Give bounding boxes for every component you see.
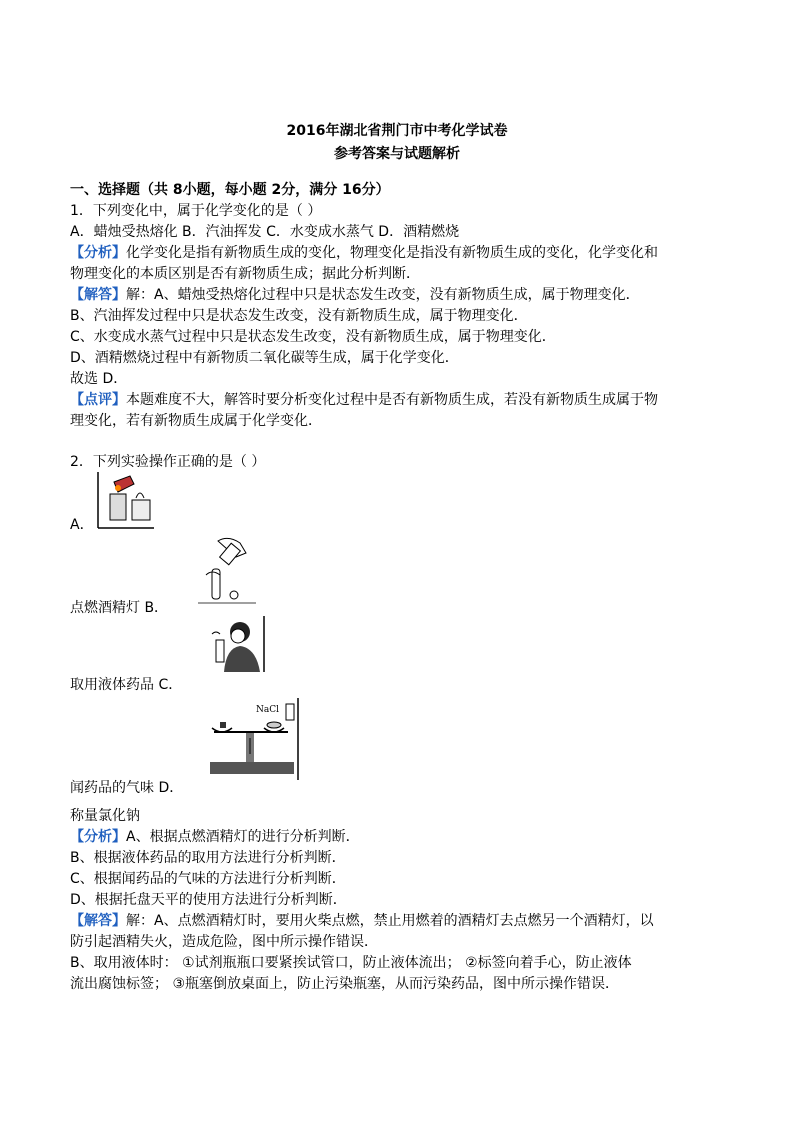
q2-answer-tag: 【解答】 <box>70 913 126 929</box>
q1-comment-line-2: 理变化，若有新物质生成属于化学变化． <box>70 413 322 429</box>
q2-analysis-line-b: B、根据液体药品的取用方法进行分析判断． <box>70 850 346 866</box>
q1-answer-line-c: C、水变成水蒸气过程中只是状态发生改变，没有新物质生成，属于物理变化． <box>70 329 556 345</box>
q2-answer-line-b1: B、取用液体时： ①试剂瓶瓶口要紧挨试管口，防止液体流出； ②标签向着手心，防止液体 <box>70 955 632 971</box>
figure-b-pouring-liquid <box>198 535 256 605</box>
q1-answer-line-a <box>70 285 640 305</box>
q2-analysis-line-a <box>70 827 360 847</box>
figure-d-nacl-label: NaCl <box>256 705 280 715</box>
q1-analysis-text-1: 化学变化是指有新物质生成的变化，物理变化是指没有新物质生成的变化，化学变化和 <box>126 245 658 261</box>
q1-analysis-line-2: 物理变化的本质区别是否有新物质生成；据此分析判断． <box>70 266 420 282</box>
q2-caption-d: 称量氯化钠 <box>70 808 140 824</box>
q1-analysis-tag: 【分析】 <box>70 245 126 261</box>
page-subtitle: 参考答案与试题解析 <box>334 146 460 162</box>
q1-answer-line-b: B、汽油挥发过程中只是状态发生改变，没有新物质生成，属于物理变化． <box>70 308 528 324</box>
q2-answer-line-a2: 防引起酒精失火，造成危险，图中所示操作错误． <box>70 934 378 950</box>
q2-caption-a: 点燃酒精灯 B． <box>70 600 169 616</box>
q1-choice: 故选 D． <box>70 371 128 387</box>
q2-analysis-text-a: A、根据点燃酒精灯的进行分析判断． <box>126 829 360 845</box>
figure-c-smelling <box>210 616 266 672</box>
q2-caption-b: 取用液体药品 C． <box>70 677 183 693</box>
q2-answer-line-a1 <box>70 911 654 931</box>
q1-comment-line-1 <box>70 390 658 410</box>
q1-answer-text-a: 解：A、蜡烛受热熔化过程中只是状态发生改变，没有新物质生成，属于物理变化． <box>126 287 640 303</box>
q2-caption-c: 闻药品的气味 D． <box>70 780 184 796</box>
figure-a-lighting-lamp <box>96 472 156 530</box>
q2-label-a: A． <box>70 517 94 533</box>
q1-comment-text-1: 本题难度不大，解答时要分析变化过程中是否有新物质生成，若没有新物质生成属于物 <box>126 392 658 408</box>
q2-analysis-tag: 【分析】 <box>70 829 126 845</box>
q2-answer-text-a1: 解：A、点燃酒精灯时，要用火柴点燃，禁止用燃着的酒精灯去点燃另一个酒精灯，以 <box>126 913 654 929</box>
q1-options: A．蜡烛受热熔化 B．汽油挥发 C．水变成水蒸气 D．酒精燃烧 <box>70 224 460 240</box>
q1-comment-tag: 【点评】 <box>70 392 126 408</box>
q2-analysis-line-c: C、根据闻药品的气味的方法进行分析判断． <box>70 871 346 887</box>
page-title: 2016年湖北省荆门市中考化学试卷 <box>286 123 508 139</box>
q1-stem: 1．下列变化中，属于化学变化的是（ ） <box>70 203 322 219</box>
q1-answer-tag: 【解答】 <box>70 287 126 303</box>
q1-answer-line-d: D、酒精燃烧过程中有新物质二氧化碳等生成，属于化学变化． <box>70 350 459 366</box>
q2-analysis-line-d: D、根据托盘天平的使用方法进行分析判断． <box>70 892 347 908</box>
section-heading: 一、选择题（共 8小题，每小题 2分，满分 16分） <box>70 182 390 198</box>
q2-answer-line-b2: 流出腐蚀标签； ③瓶塞倒放桌面上，防止污染瓶塞，从而污染药品，图中所示操作错误． <box>70 976 619 992</box>
q2-stem: 2．下列实验操作正确的是（ ） <box>70 454 266 470</box>
q1-analysis-line-1 <box>70 243 658 263</box>
figure-d-balance <box>206 698 300 780</box>
